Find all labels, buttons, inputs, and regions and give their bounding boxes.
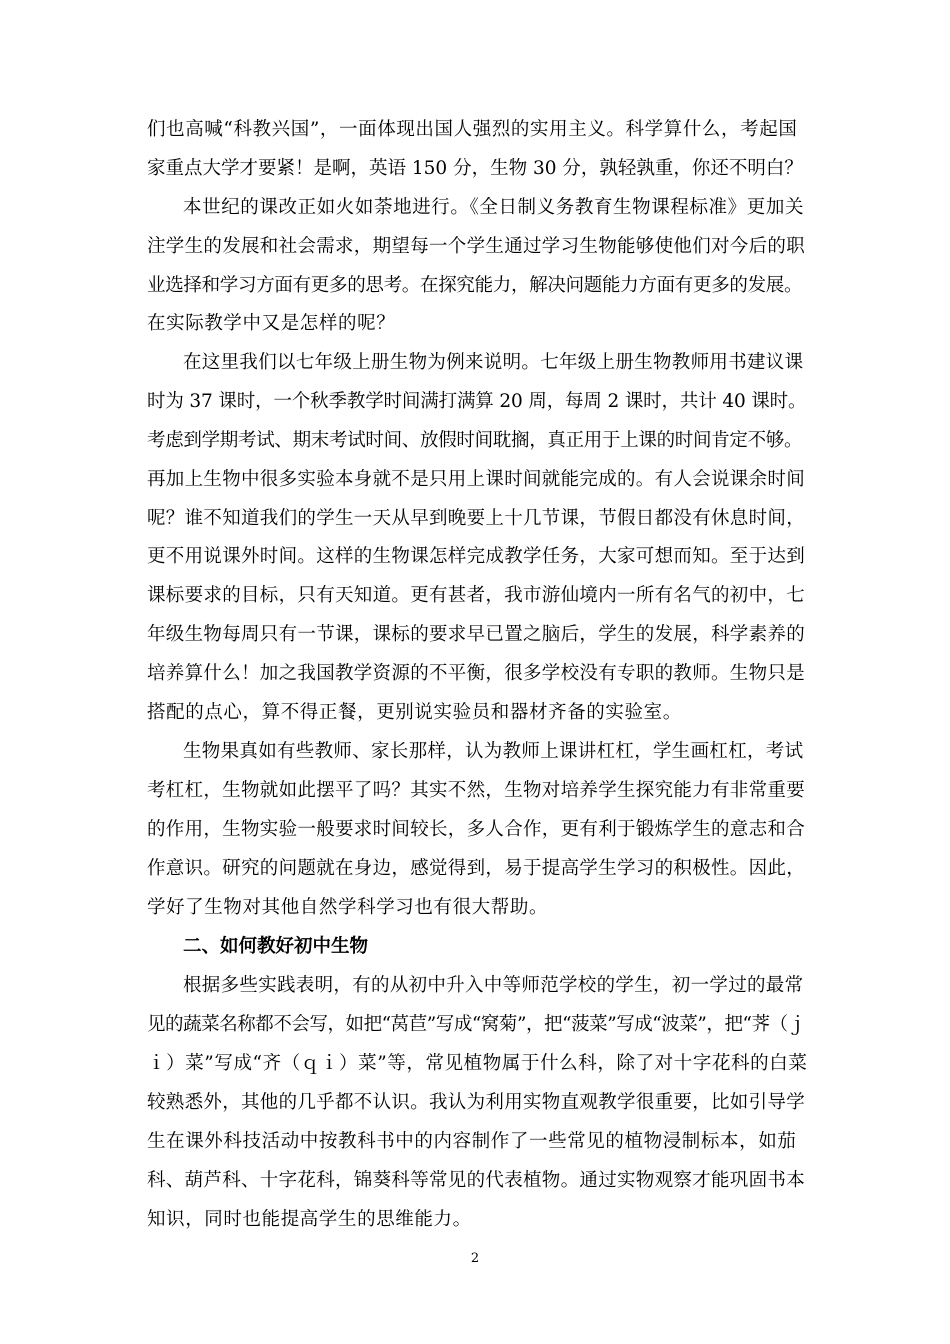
body-text-line: 搭配的点心，算不得正餐，更别说实验员和器材齐备的实验室。 xyxy=(147,702,682,723)
section-heading: 二、如何教好初中生物 xyxy=(183,936,369,957)
body-text-line: 科、葫芦科、十字花科，锦葵科等常见的代表植物。通过实物观察才能巩固书本 xyxy=(147,1170,806,1191)
body-text-line: 知识，同时也能提高学生的思维能力。 xyxy=(147,1209,472,1230)
body-text-line: 在实际教学中又是怎样的呢？ xyxy=(147,313,396,334)
paragraph-first-line: 本世纪的课改正如火如荼地进行。《全日制义务教育生物课程标准》更加关 xyxy=(183,197,805,218)
paragraph-first-line: 在这里我们以七年级上册生物为例来说明。七年级上册生物教师用书建议课 xyxy=(183,352,804,373)
body-text-line: 家重点大学才要紧！是啊，英语 150 分，生物 30 分，孰轻孰重，你还不明白？ xyxy=(147,158,803,179)
body-text-line: 学好了生物对其他自然学科学习也有很大帮助。 xyxy=(147,897,549,918)
page-number: 2 xyxy=(470,1251,480,1266)
body-text-line: 呢？谁不知道我们的学生一天从早到晚要上十几节课，节假日都没有休息时间， xyxy=(147,508,806,529)
body-text-line: 作意识。研究的问题就在身边，感觉得到，易于提高学生学习的积极性。因此， xyxy=(147,858,806,879)
body-text-line: 年级生物每周只有一节课，课标的要求早已置之脑后，学生的发展，科学素养的 xyxy=(147,624,806,645)
body-text-line: 的作用，生物实验一般要求时间较长，多人合作，更有利于锻炼学生的意志和合 xyxy=(147,819,806,840)
body-text-line: 考虑到学期考试、期末考试时间、放假时间耽搁，真正用于上课的时间肯定不够。 xyxy=(147,430,803,451)
body-text-line: 业选择和学习方面有更多的思考。在探究能力，解决问题能力方面有更多的发展。 xyxy=(147,275,803,296)
paragraph-first-line: 根据多些实践表明，有的从初中升入中等师范学校的学生，初一学过的最常 xyxy=(183,975,804,996)
body-text-line: 更不用说课外时间。这样的生物课怎样完成教学任务，大家可想而知。至于达到 xyxy=(147,546,806,567)
body-text-line: 考杠杠，生物就如此摆平了吗？其实不然，生物对培养学生探究能力有非常重要 xyxy=(147,780,806,801)
body-text-line: ｉ）菜”写成“齐（ｑｉ）菜”等，常见植物属于什么科，除了对十字花科的白菜 xyxy=(147,1053,808,1074)
body-text-line: 时为 37 课时，一个秋季教学时间满打满算 20 周，每周 2 课时，共计 40 课时。 xyxy=(147,391,807,412)
body-text-line: 较熟悉外，其他的几乎都不认识。我认为利用实物直观教学很重要，比如引导学 xyxy=(147,1092,806,1113)
paragraph-first-line: 生物果真如有些教师、家长那样，认为教师上课讲杠杠，学生画杠杠，考试 xyxy=(183,741,804,762)
body-text-line: 课标要求的目标，只有天知道。更有甚者，我市游仙境内一所有名气的初中，七 xyxy=(147,585,806,606)
body-text-line: 培养算什么！加之我国教学资源的不平衡，很多学校没有专职的教师。生物只是 xyxy=(147,663,806,684)
body-text-line: 注学生的发展和社会需求，期望每一个学生通过学习生物能够使他们对今后的职 xyxy=(147,236,806,257)
body-text-line: 生在课外科技活动中按教科书中的内容制作了一些常见的植物浸制标本，如茄 xyxy=(147,1131,797,1152)
body-text-line: 见的蔬菜名称都不会写，如把“莴苣”写成“窝菊”，把“菠菜”写成“波菜”，把“荠（ｊ xyxy=(147,1014,806,1035)
body-text-line: 们也高喊“科教兴国”，一面体现出国人强烈的实用主义。科学算什么，考起国 xyxy=(147,119,798,140)
body-text-line: 再加上生物中很多实验本身就不是只用上课时间就能完成的。有人会说课余时间 xyxy=(147,469,806,490)
